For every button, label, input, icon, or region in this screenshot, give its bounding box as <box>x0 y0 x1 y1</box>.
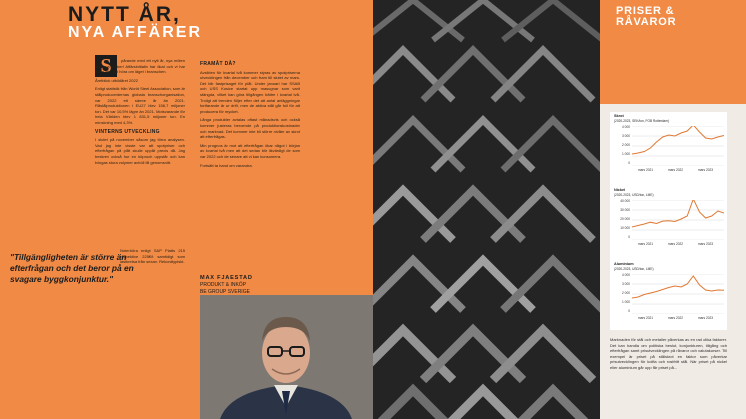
y-tick-label: 3 000 <box>622 282 630 286</box>
y-tick-label: 20 000 <box>620 217 630 221</box>
author-role: PRODUKT & INKÖP <box>200 282 247 288</box>
chart-aluminium <box>610 260 727 328</box>
chart-title: Nickel <box>614 188 626 192</box>
paragraph: Åretblick utbildåret 2022 <box>95 77 138 83</box>
drop-cap: S <box>95 55 117 77</box>
paragraph: Enligt statistik från World Steel Association, som är stålproducenternas globala branschorganisation, var 2022 ett sämre år än 2021. Råstålproduktionen i EU27 blev 156,7 miljoner ton. Det var 10,5% lägre än 2021. Motsvarande för hela Världen blev 1 831,5 miljoner ton. En minskning med 4,3%. <box>95 86 185 125</box>
chart-subtitle: (2020-2023, SEK/ton, FOB Rotterdam) <box>614 119 669 123</box>
steel-photo-illustration <box>373 0 600 419</box>
paragraph: pårande med ett nytt år, nya möten och nya affärer! Affärsinitiativ har ökat och vi har ännu inte fått höra om läget i branschen. <box>95 58 185 75</box>
price-series-line <box>632 126 724 154</box>
portrait-illustration <box>200 295 373 419</box>
x-tick-label: mars 2023 <box>698 168 714 172</box>
x-tick-label: mars 2021 <box>638 316 654 320</box>
x-tick-label: mars 2023 <box>698 316 714 320</box>
y-tick-label: 10 000 <box>620 226 630 230</box>
chart-plot <box>632 200 724 240</box>
chart-plot <box>632 274 724 314</box>
headline-line-2: NYA AFFÄRER <box>68 24 203 41</box>
pull-quote: "Tillgängligheten är större än efterfrågan och det beror på en svagare byggkonjunktur." <box>10 252 134 284</box>
steel-angles-photo <box>373 0 600 419</box>
paragraph: Långa produkter avtalas oftast månadsvis och också kommer justeras beroende på produktionskostnader och marknad. Det kommer inte bli större nivåer av skrot att efterfrågas. <box>200 117 300 140</box>
price-series-line <box>632 200 724 227</box>
chart-scrap <box>610 112 727 180</box>
x-tick-label: mars 2023 <box>698 242 714 246</box>
subheading: FRAMÅT DÅ? <box>200 61 236 67</box>
x-tick-label: mars 2022 <box>668 242 684 246</box>
section-tab <box>600 0 746 104</box>
body-column-a <box>95 58 185 168</box>
y-tick-label: 40 000 <box>620 199 630 203</box>
subheading: VINTERNS UTVECKLING <box>95 128 160 135</box>
section-title-line-1: PRISER & <box>616 5 675 17</box>
paragraph: I slutet på november såsom jag förra analysen. Vad jag inte visste var att spotpriser och efterfrågan på plåt skulle uppåt precis då. Jag beskrev också hur en köpruch uppstår och kan tvingas stora volymer avhöll till genomsnitt. <box>95 137 185 165</box>
y-tick-label: 0 <box>628 309 630 313</box>
x-tick-label: mars 2022 <box>668 316 684 320</box>
chart-title: Aluminium <box>614 262 634 266</box>
x-tick-label: mars 2022 <box>668 168 684 172</box>
x-tick-label: mars 2021 <box>638 242 654 246</box>
chart-subtitle: (2020-2023, USD/ton, LME) <box>614 193 654 197</box>
y-tick-label: 1 000 <box>622 300 630 304</box>
x-tick-label: mars 2021 <box>638 168 654 172</box>
chart-title: Skrot <box>614 114 624 118</box>
author-byline <box>200 275 253 296</box>
right-body-text: Marknaden för stål och metaller påverkas av en rad olika faktorer. Det kan handla om politiska beslut, konjunkturen, tillgång och efterfrågan samt prisutvecklingen på råvaror och valutakurser. Till exempel är priset på stålskrot en faktor som påverkar prisutvecklingen för kolfia och rostfritt stål. När priset på nickel eller aluminium går upp får priset på... <box>610 337 727 370</box>
body-column-b <box>200 58 300 171</box>
section-title <box>616 6 676 28</box>
y-tick-label: 1 000 <box>622 152 630 156</box>
price-series-line <box>632 276 724 298</box>
section-title-line-2: RÅVAROR <box>616 16 677 28</box>
y-tick-label: 0 <box>628 161 630 165</box>
price-charts-panel <box>610 112 727 330</box>
headline-line-1: NYTT ÅR, <box>68 3 181 26</box>
right-page <box>600 0 746 419</box>
paragraph: Noterhöra enligt S&P Platts 215 respektive 225€/t samtidigt som lastkretsa från sexan. Rekordtypiskt. <box>120 248 185 265</box>
chart-nickel <box>610 186 727 254</box>
y-tick-label: 4 000 <box>622 273 630 277</box>
y-tick-label: 3 000 <box>622 134 630 138</box>
y-tick-label: 2 000 <box>622 143 630 147</box>
author-company: BE GROUP SVERIGE <box>200 289 250 295</box>
y-tick-label: 30 000 <box>620 208 630 212</box>
chart-subtitle: (2020-2023, USD/ton, LME) <box>614 267 654 271</box>
y-tick-label: 0 <box>628 235 630 239</box>
author-name: MAX FJAESTAD <box>200 275 253 281</box>
y-tick-label: 4 000 <box>622 125 630 129</box>
y-tick-label: 2 000 <box>622 291 630 295</box>
author-portrait <box>200 295 373 419</box>
paragraph: Fortsätt ta hand om varandra. <box>200 162 253 168</box>
chart-plot <box>632 126 724 166</box>
paragraph: Avsikten för kvartal två kommer styras av spotpriserna utvecklingen från december och fram till slutet av mars. Det blir fastprisaget för plåt. Under januari har SSAB och USS Kosice startat upp masugnar som varit stängda, vilket kan göra tillgången bättre i kvartal två. Troligt att trenden följer efter det att antal anläggningar fortfarande är ur drift, men de aktiva stål går full för att producera för mycket. <box>200 69 300 114</box>
paragraph: Min prognos är mot att efterfrågan ökar något i början av kvartal två men att det sedan blir likvärdigt de som var 2022 och de senare att vi kan konsumera. <box>200 142 300 159</box>
